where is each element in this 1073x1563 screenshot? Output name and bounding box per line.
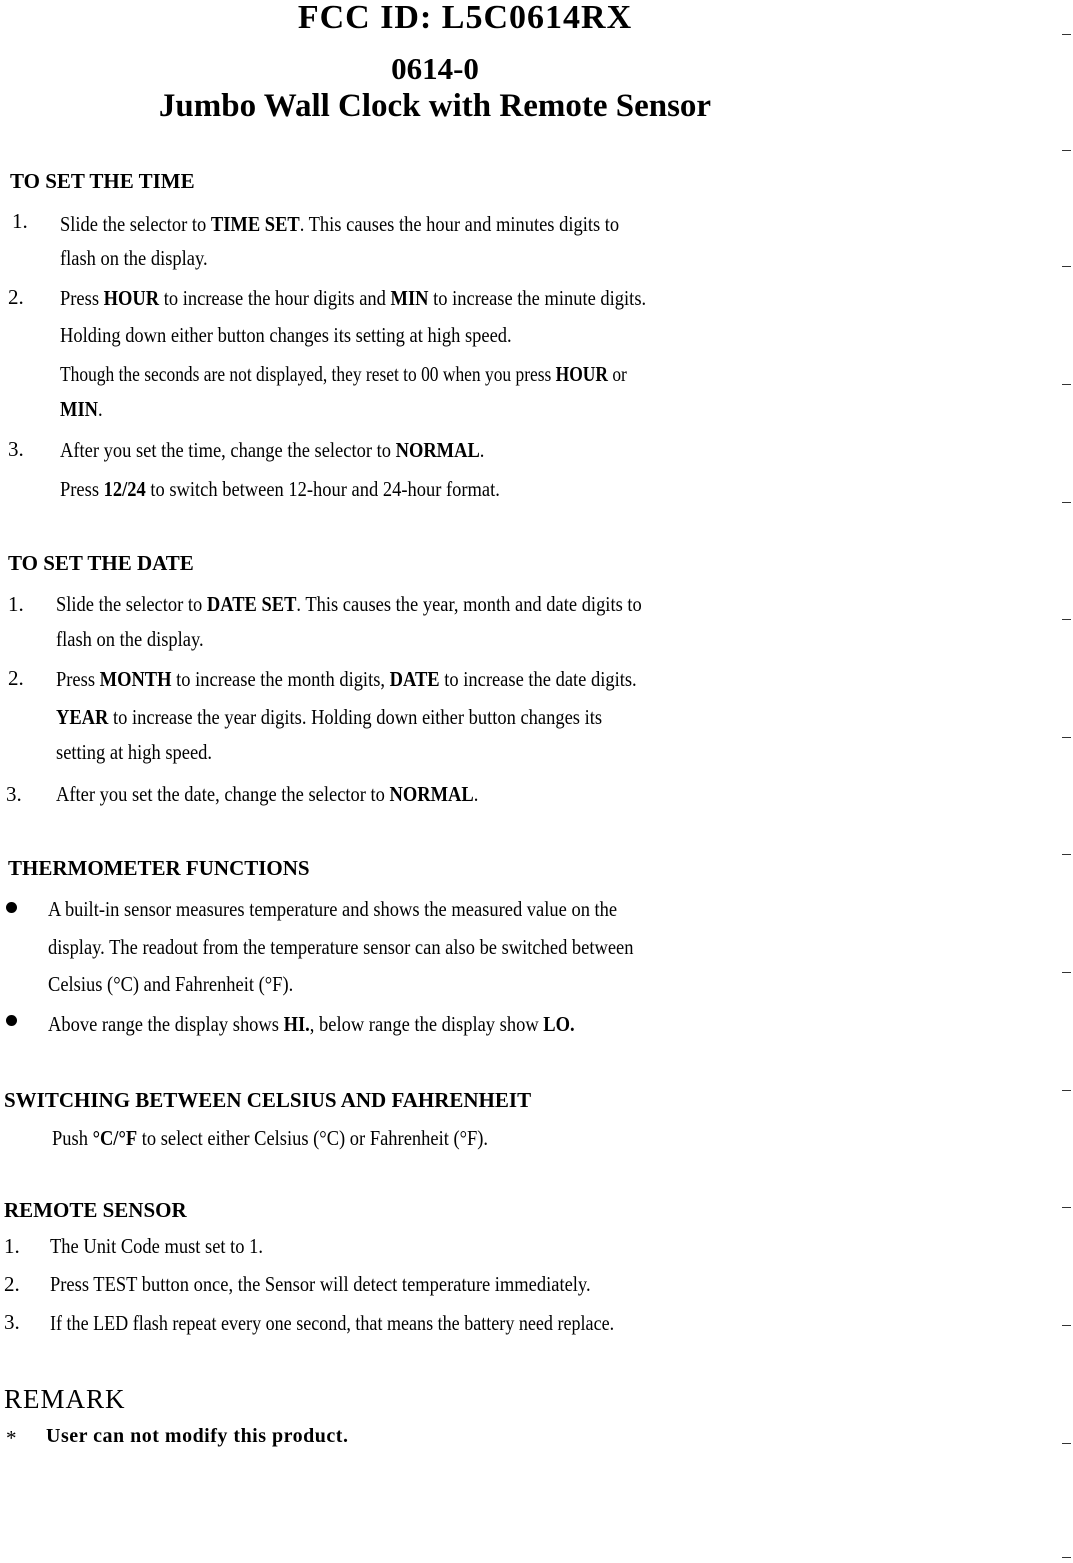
set-date-step1-number: 1.: [8, 592, 24, 616]
margin-tick: [1062, 1443, 1071, 1444]
margin-tick: [1062, 619, 1071, 620]
remote-step2-line: Press TEST button once, the Sensor will detect temperature immediately.: [50, 1272, 591, 1296]
margin-tick: [1062, 854, 1071, 855]
set-date-step1-line1: Slide the selector to DATE SET. This causes the year, month and date digits to: [56, 592, 642, 616]
remark-heading: REMARK: [4, 1384, 126, 1414]
set-time-step2-line1: Press HOUR to increase the hour digits and MIN to increase the minute digits.: [60, 286, 647, 310]
margin-tick: [1062, 737, 1071, 738]
thermometer-heading: THERMOMETER FUNCTIONS: [8, 856, 310, 880]
set-time-step2-line2: Holding down either button changes its setting at high speed.: [60, 323, 512, 347]
model-number: 0614-0: [391, 51, 479, 86]
thermometer-bullet1-line2: display. The readout from the temperature sensor can also be switched between: [48, 935, 634, 959]
margin-tick: [1062, 150, 1071, 151]
set-date-step2-line2: YEAR to increase the year digits. Holding down either button changes its: [56, 705, 603, 729]
thermometer-bullet1-line1: A built-in sensor measures temperature and shows the measured value on the: [48, 897, 618, 921]
remote-step1-number: 1.: [4, 1234, 20, 1258]
remote-sensor-heading: REMOTE SENSOR: [4, 1198, 187, 1222]
fcc-id-title: FCC ID: L5C0614RX: [297, 0, 633, 36]
remark-text: User can not modify this product.: [46, 1425, 349, 1447]
set-time-step3-line1: After you set the time, change the selector to NORMAL.: [60, 438, 485, 462]
switching-line: Push °C/°F to select either Celsius (°C) or Fahrenheit (°F).: [52, 1126, 489, 1150]
bullet-icon: [6, 1015, 17, 1026]
margin-tick: [1062, 34, 1071, 35]
margin-tick: [1062, 266, 1071, 267]
set-date-step3-number: 3.: [6, 782, 22, 806]
product-title: Jumbo Wall Clock with Remote Sensor: [158, 88, 712, 124]
set-time-step3-line2: Press 12/24 to switch between 12-hour and 24-hour format.: [60, 477, 500, 501]
margin-tick: [1062, 1325, 1071, 1326]
set-time-step2-number: 2.: [8, 285, 24, 309]
set-time-step3-number: 3.: [8, 437, 24, 461]
remote-step3-number: 3.: [4, 1310, 20, 1334]
set-date-step3-line1: After you set the date, change the selector to NORMAL.: [56, 782, 479, 806]
set-date-step2-line1: Press MONTH to increase the month digits, DATE to increase the date digits.: [56, 667, 637, 691]
margin-tick: [1062, 384, 1071, 385]
set-time-step2-line3: Though the seconds are not displayed, they reset to 00 when you press HOUR or: [60, 362, 627, 386]
set-time-step2-line4: MIN.: [60, 397, 103, 421]
set-time-step1-line2: flash on the display.: [60, 246, 208, 270]
remark-star: *: [6, 1426, 17, 1450]
set-date-heading: TO SET THE DATE: [8, 551, 194, 575]
remote-step1-line: The Unit Code must set to 1.: [50, 1234, 264, 1258]
margin-tick: [1062, 1557, 1071, 1558]
set-time-step1-line1: Slide the selector to TIME SET. This causes the hour and minutes digits to: [60, 212, 620, 236]
set-time-heading: TO SET THE TIME: [10, 169, 195, 193]
thermometer-bullet2-line1: Above range the display shows HI., below range the display show LO.: [48, 1012, 575, 1036]
bullet-icon: [6, 902, 17, 913]
set-time-step1-number: 1.: [12, 209, 28, 233]
set-date-step2-number: 2.: [8, 666, 24, 690]
switching-heading: SWITCHING BETWEEN CELSIUS AND FAHRENHEIT: [4, 1088, 532, 1112]
set-date-step1-line2: flash on the display.: [56, 627, 204, 651]
remote-step3-line: If the LED flash repeat every one second, that means the battery need replace.: [50, 1311, 615, 1335]
margin-tick: [1062, 1090, 1071, 1091]
thermometer-bullet1-line3: Celsius (°C) and Fahrenheit (°F).: [48, 972, 294, 996]
set-date-step2-line3: setting at high speed.: [56, 740, 213, 764]
margin-tick: [1062, 972, 1071, 973]
margin-tick: [1062, 1207, 1071, 1208]
margin-tick: [1062, 502, 1071, 503]
remote-step2-number: 2.: [4, 1272, 20, 1296]
